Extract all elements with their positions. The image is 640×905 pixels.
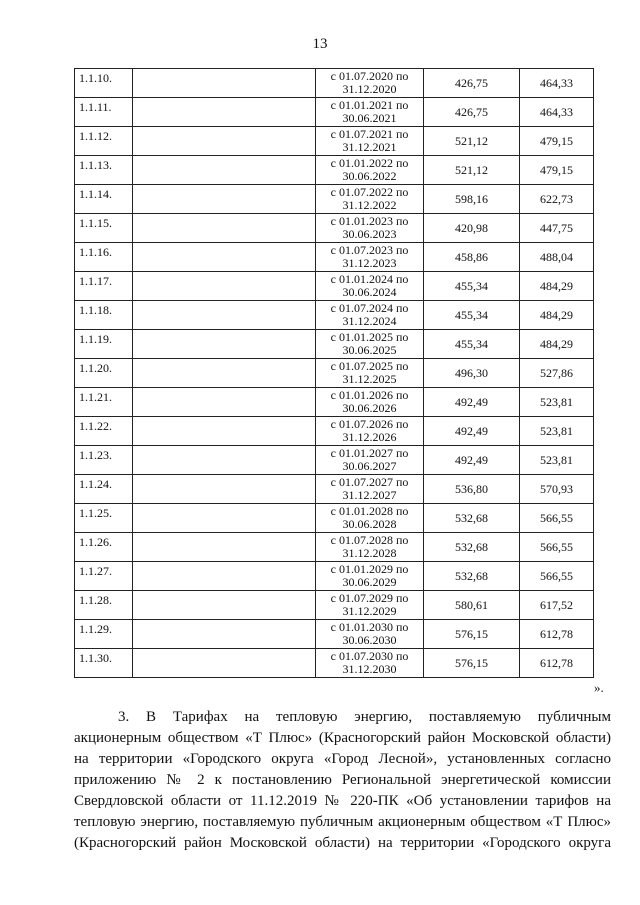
period-cell [316,591,424,620]
table-row [75,562,594,591]
period-cell [316,272,424,301]
tariff-value-2: 523,81 [520,388,594,417]
tariff-value-2: 566,55 [520,562,594,591]
paragraph-line: 3. В Тарифах на тепловую энергию, поставляемую публичным [118,709,611,725]
period-cell [316,214,424,243]
tariff-value-1: 455,34 [424,330,520,359]
tariff-value-2: 612,78 [520,649,594,678]
period-from: с 01.01.2030 по [330,620,409,634]
tariff-value-1: 458,86 [424,243,520,272]
row-number: 1.1.22. [75,417,133,446]
period-from: с 01.07.2025 по [330,359,409,373]
row-number: 1.1.24. [75,475,133,504]
paragraph-line: (Красногорский район Московской области) на территории «Городского округа [74,835,611,851]
row-name-cell [133,446,316,475]
row-name-cell [133,504,316,533]
tariff-value-1: 492,49 [424,388,520,417]
row-number: 1.1.21. [75,388,133,417]
table-row [75,69,594,98]
row-number: 1.1.16. [75,243,133,272]
row-number: 1.1.23. [75,446,133,475]
table-row [75,533,594,562]
row-name-cell [133,591,316,620]
table-row [75,591,594,620]
tariff-value-2: 622,73 [520,185,594,214]
tariff-value-1: 455,34 [424,272,520,301]
row-number: 1.1.26. [75,533,133,562]
tariff-value-2: 484,29 [520,272,594,301]
period-from: с 01.07.2030 по [330,649,409,663]
row-number: 1.1.30. [75,649,133,678]
table-row [75,417,594,446]
tariff-value-2: 612,78 [520,620,594,649]
period-from: с 01.07.2020 по [330,69,409,83]
row-number: 1.1.28. [75,591,133,620]
period-cell [316,649,424,678]
page-number: 13 [312,36,328,52]
row-name-cell [133,185,316,214]
table-row [75,504,594,533]
tariff-value-2: 617,52 [520,591,594,620]
row-name-cell [133,417,316,446]
table-row [75,330,594,359]
period-to: 30.06.2028 [342,517,397,531]
period-to: 30.06.2030 [342,633,397,647]
row-name-cell [133,98,316,127]
table-row [75,620,594,649]
period-from: с 01.07.2022 по [330,185,409,199]
table-row [75,388,594,417]
period-from: с 01.01.2021 по [330,98,409,112]
row-name-cell [133,214,316,243]
period-cell [316,533,424,562]
period-to: 31.12.2028 [342,546,397,560]
period-to: 30.06.2021 [342,111,397,125]
closing-quote: ». [594,680,604,695]
period-cell [316,417,424,446]
row-number: 1.1.18. [75,301,133,330]
row-name-cell [133,301,316,330]
period-from: с 01.01.2029 по [330,562,409,576]
period-to: 31.12.2026 [342,430,397,444]
row-name-cell [133,243,316,272]
tariff-value-2: 566,55 [520,533,594,562]
row-name-cell [133,156,316,185]
row-number: 1.1.13. [75,156,133,185]
row-name-cell [133,649,316,678]
period-cell [316,562,424,591]
tariff-value-1: 576,15 [424,620,520,649]
period-to: 31.12.2022 [342,198,397,212]
period-cell [316,127,424,156]
period-to: 31.12.2023 [342,256,397,270]
tariff-value-2: 484,29 [520,301,594,330]
tariff-value-2: 566,55 [520,504,594,533]
period-cell [316,620,424,649]
row-name-cell [133,620,316,649]
period-cell [316,388,424,417]
tariff-value-2: 484,29 [520,330,594,359]
period-to: 30.06.2025 [342,343,397,357]
period-to: 30.06.2029 [342,575,397,589]
period-to: 30.06.2024 [342,285,397,299]
tariff-value-1: 492,49 [424,446,520,475]
period-cell [316,69,424,98]
period-from: с 01.07.2023 по [330,243,409,257]
row-number: 1.1.17. [75,272,133,301]
period-to: 31.12.2030 [342,662,397,676]
period-cell [316,475,424,504]
period-cell [316,330,424,359]
tariff-value-1: 426,75 [424,69,520,98]
period-cell [316,504,424,533]
table-row [75,301,594,330]
row-number: 1.1.27. [75,562,133,591]
row-number: 1.1.19. [75,330,133,359]
period-from: с 01.01.2025 по [330,330,409,344]
tariff-value-2: 464,33 [520,69,594,98]
tariff-value-1: 532,68 [424,562,520,591]
tariff-table-body [75,69,594,678]
period-to: 31.12.2021 [342,140,397,154]
tariff-value-1: 521,12 [424,127,520,156]
table-row [75,156,594,185]
period-cell [316,243,424,272]
tariff-value-1: 420,98 [424,214,520,243]
table-row [75,127,594,156]
period-from: с 01.07.2021 по [330,127,409,141]
paragraph-line: тепловую энергию, поставляемую публичным акционерным обществом «Т Плюс» [74,814,611,830]
table-row [75,243,594,272]
tariff-value-2: 488,04 [520,243,594,272]
table-row [75,649,594,678]
period-from: с 01.07.2024 по [330,301,409,315]
period-from: с 01.07.2028 по [330,533,409,547]
row-name-cell [133,330,316,359]
period-from: с 01.01.2024 по [330,272,409,286]
period-to: 30.06.2023 [342,227,397,241]
row-name-cell [133,127,316,156]
period-cell [316,359,424,388]
period-cell [316,156,424,185]
period-from: с 01.01.2023 по [330,214,409,228]
period-from: с 01.07.2029 по [330,591,409,605]
period-from: с 01.01.2028 по [330,504,409,518]
tariff-value-2: 523,81 [520,417,594,446]
period-to: 31.12.2024 [342,314,397,328]
period-from: с 01.01.2022 по [330,156,409,170]
period-from: с 01.01.2026 по [330,388,409,402]
period-cell [316,185,424,214]
row-number: 1.1.11. [75,98,133,127]
row-number: 1.1.20. [75,359,133,388]
tariff-value-1: 492,49 [424,417,520,446]
row-number: 1.1.15. [75,214,133,243]
row-name-cell [133,388,316,417]
row-name-cell [133,272,316,301]
tariff-value-2: 479,15 [520,156,594,185]
period-to: 31.12.2027 [342,488,397,502]
row-number: 1.1.29. [75,620,133,649]
period-cell [316,98,424,127]
tariff-value-1: 496,30 [424,359,520,388]
paragraph-line: приложению № 2 к постановлению Региональной энергетической комиссии [74,772,611,788]
paragraph-line: на территории «Городского округа «Город Лесной», установленных согласно [74,751,611,767]
period-cell [316,301,424,330]
row-name-cell [133,359,316,388]
row-number: 1.1.10. [75,69,133,98]
period-cell [316,446,424,475]
row-number: 1.1.25. [75,504,133,533]
tariff-value-1: 455,34 [424,301,520,330]
period-to: 30.06.2026 [342,401,397,415]
tariff-value-2: 570,93 [520,475,594,504]
tariff-value-2: 523,81 [520,446,594,475]
table-row [75,475,594,504]
table-row [75,98,594,127]
tariff-value-1: 426,75 [424,98,520,127]
period-from: с 01.07.2027 по [330,475,409,489]
period-to: 31.12.2020 [342,82,397,96]
row-name-cell [133,562,316,591]
paragraph-line: акционерным обществом «Т Плюс» (Красногорский район Московской области) [74,730,611,746]
tariff-value-1: 532,68 [424,533,520,562]
paragraph-item-3 [74,707,611,854]
row-number: 1.1.12. [75,127,133,156]
tariff-value-2: 527,86 [520,359,594,388]
tariff-value-1: 536,80 [424,475,520,504]
tariff-value-1: 576,15 [424,649,520,678]
row-name-cell [133,533,316,562]
table-row [75,359,594,388]
period-to: 30.06.2022 [342,169,397,183]
row-number: 1.1.14. [75,185,133,214]
table-row [75,272,594,301]
table-row [75,185,594,214]
period-from: с 01.01.2027 по [330,446,409,460]
table-row [75,446,594,475]
tariff-value-1: 521,12 [424,156,520,185]
tariff-value-1: 532,68 [424,504,520,533]
paragraph-line: Свердловской области от 11.12.2019 № 220-ПК «Об установлении тарифов на [74,793,611,809]
table-row [75,214,594,243]
tariff-value-2: 479,15 [520,127,594,156]
tariff-value-2: 464,33 [520,98,594,127]
tariff-value-1: 598,16 [424,185,520,214]
period-to: 31.12.2025 [342,372,397,386]
row-name-cell [133,475,316,504]
row-name-cell [133,69,316,98]
period-to: 30.06.2027 [342,459,397,473]
period-from: с 01.07.2026 по [330,417,409,431]
tariff-table [74,68,594,678]
tariff-value-1: 580,61 [424,591,520,620]
tariff-value-2: 447,75 [520,214,594,243]
period-to: 31.12.2029 [342,604,397,618]
